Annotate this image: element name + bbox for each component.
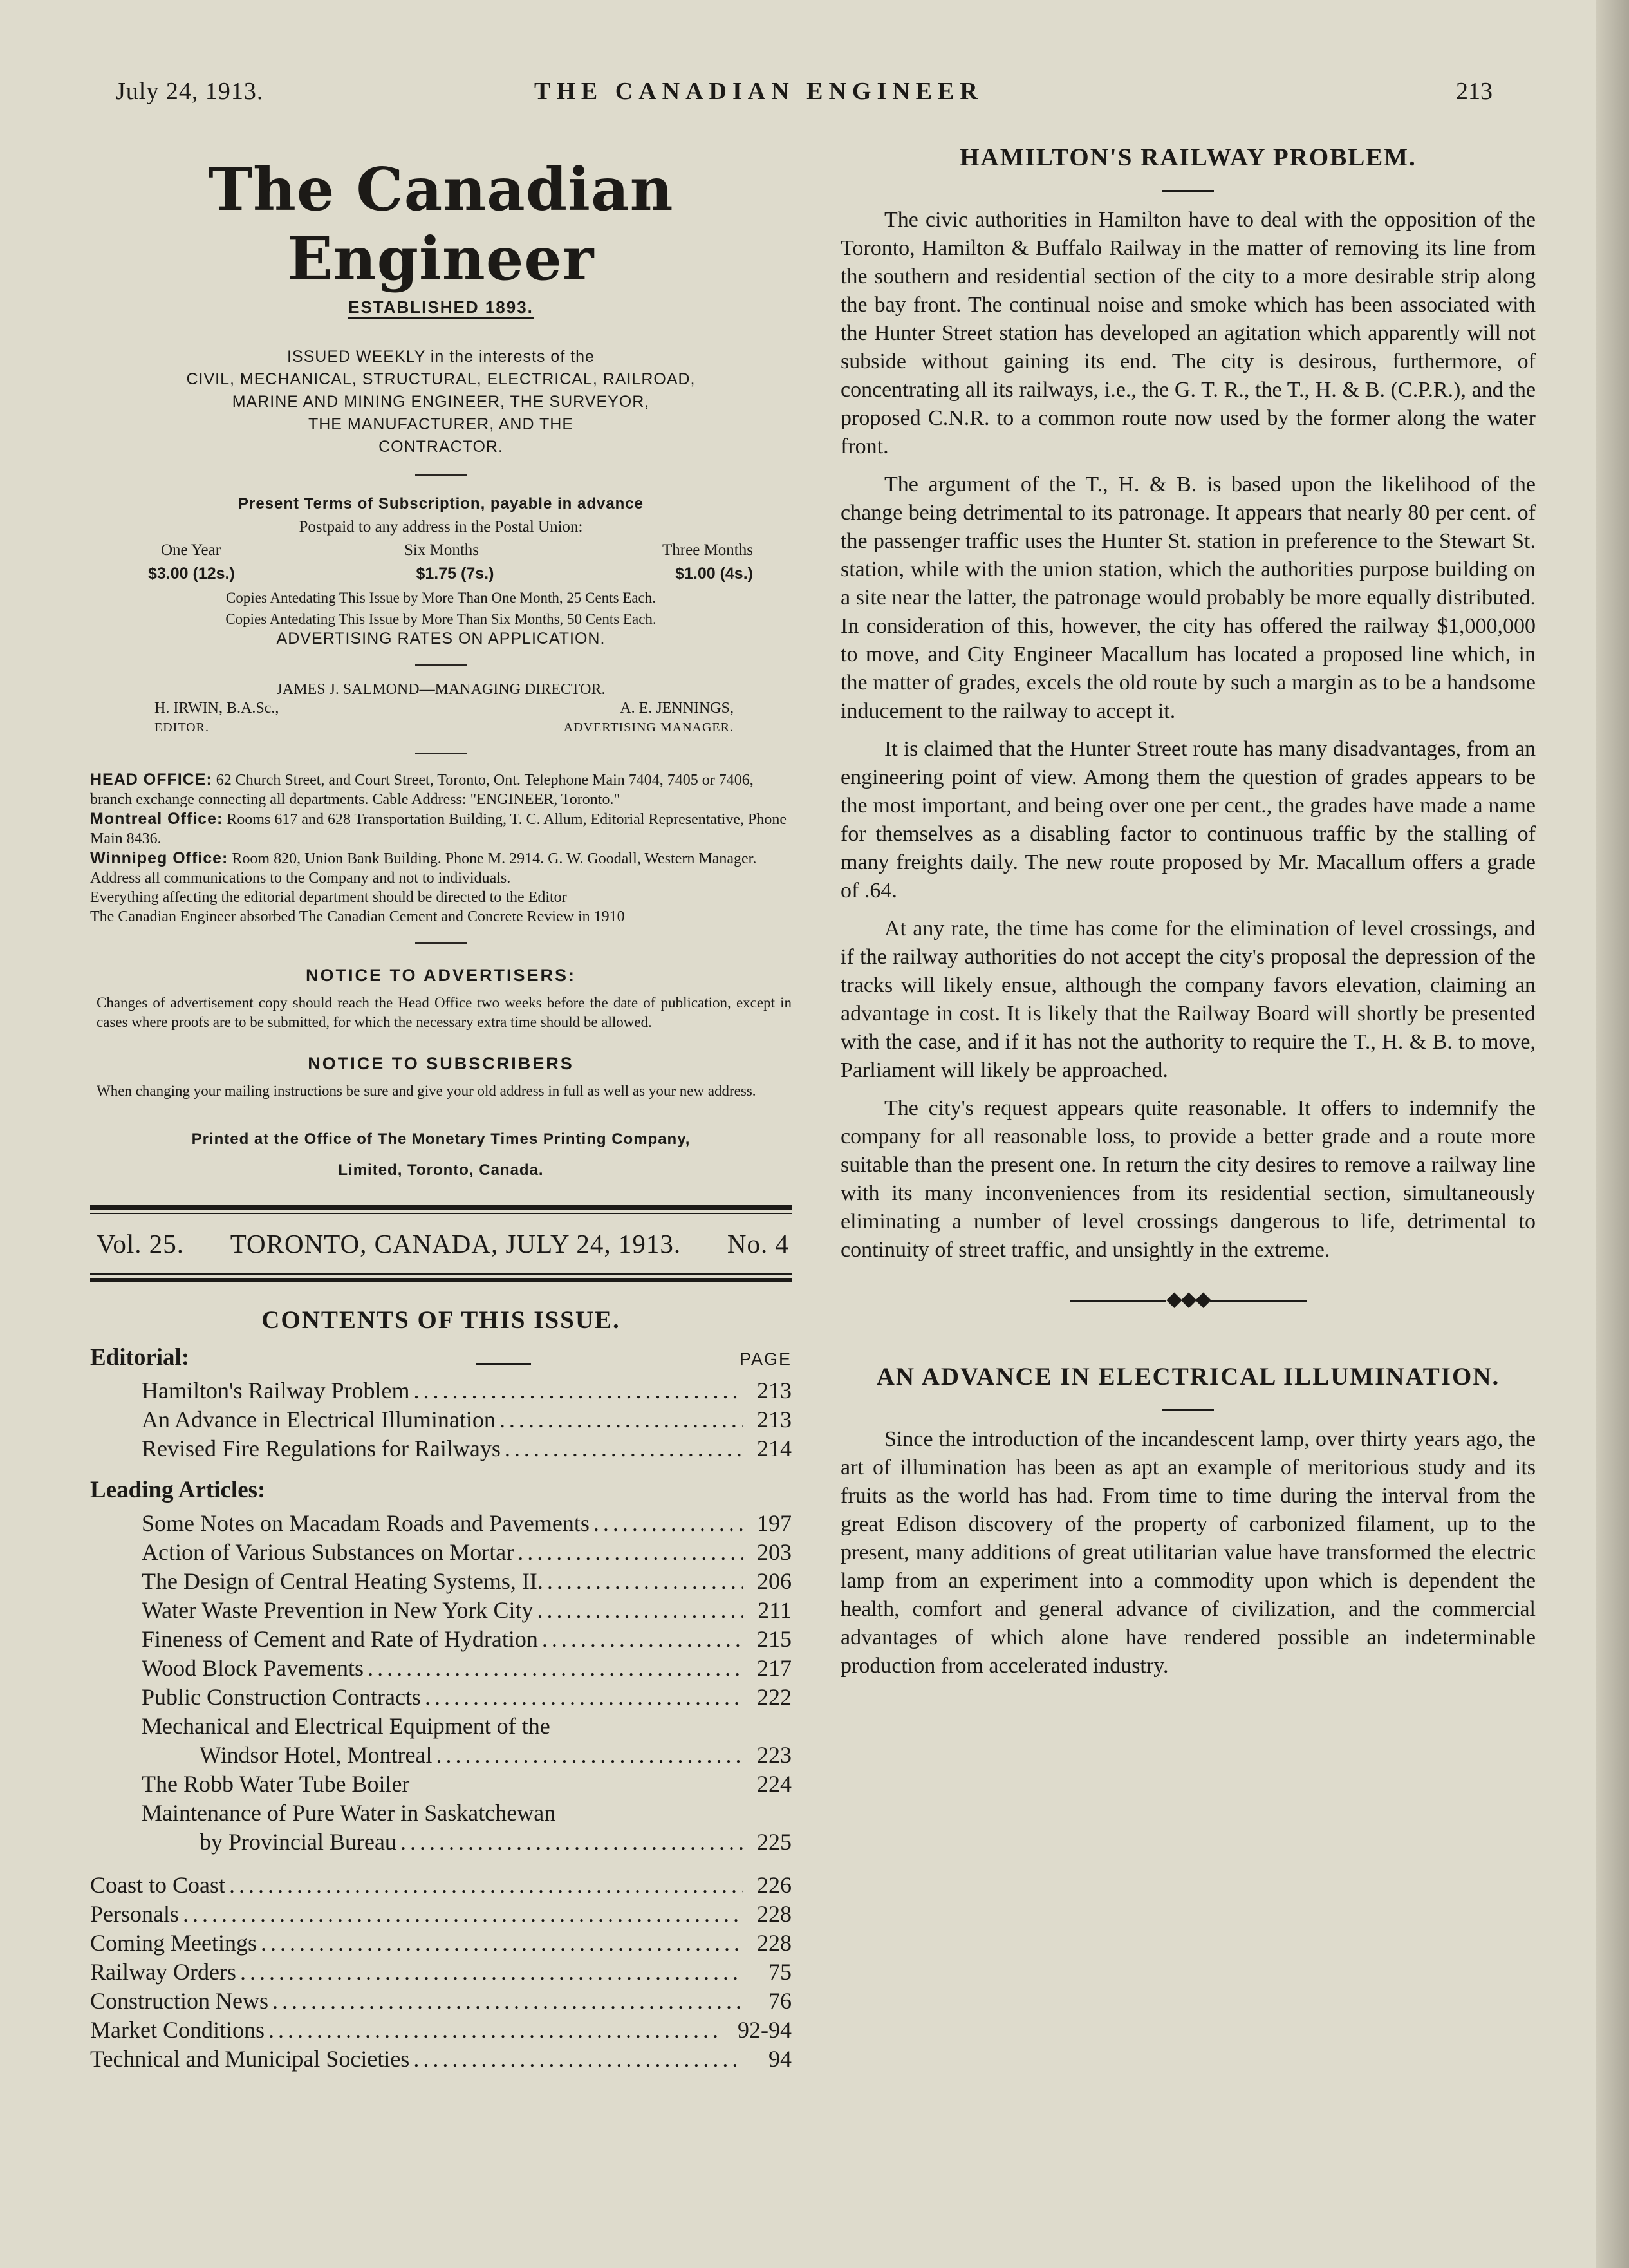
toc-entry[interactable]: An Advance in Electrical Illumination ..... 213: [90, 1405, 792, 1434]
divider: [415, 753, 467, 754]
article-paragraph: The city's request appears quite reasonable. It offers to indemnify the company for all reasonable loss, to provide a better grade and a route more suitable than the present one. In return the city desires to remove a railway line with its many inconveniences from its residential section, simultaneously eliminating a number of level crossings dangerous to life, detrimental to continuity of street traffic, and unsightly in the extreme.: [841, 1096, 1536, 1262]
journal-title: THE CANADIAN ENGINEER: [534, 78, 983, 105]
running-head: [0, 77, 1596, 116]
volume-place-date: TORONTO, CANADA, JULY 24, 1913.: [230, 1229, 682, 1259]
contents-heading: CONTENTS OF THIS ISSUE.: [261, 1306, 620, 1334]
toc-entry[interactable]: Public Construction Contracts ..... 222: [90, 1683, 792, 1712]
articles-column: [841, 143, 1536, 1690]
section-ornament: ◆◆◆: [841, 1286, 1536, 1311]
article-paragraph: At any rate, the time has come for the elimination of level crossings, and if the railway authorities do not accept the city's proposal the depression of the tracks will likely ensue, although the company favors elevation, claiming an advantage in cost. It is likely that the Railway Board will shortly be presented with the case, and if it has not the authority to require the T., H. & B. to move, Parliament will likely be approached.: [841, 917, 1536, 1082]
terms-labels: One Year Six Months Three Months: [161, 541, 753, 559]
toc-entry[interactable]: Hamilton's Railway Problem ..... 213: [90, 1376, 792, 1405]
article-paragraph: The argument of the T., H. & B. is based upon the likelihood of the change being detrimental to its patronage. It appears that nearly 80 per cent. of the passenger traffic uses the Hunter St. station in preference to the Stewart St. station, while with the union station, which the authorities purpose building on a site near the latter, the patronage would probably be more equally distributed. In consideration of this, however, the city has offered the railway $1,000,000 to move, and City Engineer Macallum has located a proposed line which, in the matter of grades, excels the old route by such a margin as to be a handsome inducement to the railway to accept it.: [841, 473, 1536, 723]
ad-rates-line: ADVERTISING RATES ON APPLICATION.: [276, 630, 606, 648]
divider: [415, 474, 467, 476]
postpaid-line: Postpaid to any address in the Postal Union:: [299, 518, 583, 536]
leading-list: [90, 1509, 792, 1712]
toc-entry-robb[interactable]: The Robb Water Tube Boiler 224: [142, 1771, 792, 1797]
divider: [415, 664, 467, 666]
issue-date: July 24, 1913.: [116, 78, 264, 105]
offices-block: HEAD OFFICE: 62 Church Street, and Court Street, Toronto, Ont. Telephone Main 7404, 7405 or 7406, branch exchange connecting all departments. Cable Address: "ENGINEER, Toronto." Montreal Office: Rooms 617 and 628 Transportation Building, T. C. Allum, Editorial Representative, Phone Main 8436. Winnipeg Office: Room 820, Union Bank Building. Phone M. 2914. G. W. Goodall, Western Manager. Address all communications to the Company and not to individuals. Everything affecting the editorial department should be directed to the Editor The Canadian Engineer absorbed The Canadian Cement and Concrete Review in 1910: [90, 771, 787, 925]
printer-imprint: Printed at the Office of The Monetary Times Printing Company, Limited, Toronto, Canada.: [191, 1130, 691, 1179]
toc-entry[interactable]: Fineness of Cement and Rate of Hydration ..... 215: [90, 1625, 792, 1654]
established-line: ESTABLISHED 1893.: [90, 297, 792, 317]
toc-entry[interactable]: Personals ..... 228: [90, 1900, 792, 1929]
page-edge: [1596, 0, 1629, 2268]
heavy-rule: [90, 1278, 792, 1282]
toc-entry[interactable]: Water Waste Prevention in New York City ..... 211: [90, 1596, 792, 1625]
divider: [1162, 1409, 1214, 1411]
page-number: 213: [1456, 78, 1493, 105]
back-issue-prices: Copies Antedating This Issue by More Than One Month, 25 Cents Each. Copies Antedating This Issue by More Than Six Months, 50 Cents Each.: [225, 590, 656, 627]
editorial-section-head: Editorial: PAGE: [90, 1344, 792, 1371]
issued-statement: ISSUED WEEKLY in the interests of the CIVIL, MECHANICAL, STRUCTURAL, ELECTRICAL, RAILROAD, MARINE AND MINING ENGINEER, THE SURVEYOR, THE MANUFACTURER, AND THE CONTRACTOR.: [186, 348, 696, 456]
notice-subscribers-text: When changing your mailing instructions be sure and give your old address in full as well as your new address.: [97, 1083, 756, 1099]
notice-subscribers-heading: NOTICE TO SUBSCRIBERS: [308, 1054, 574, 1073]
toc-entry[interactable]: Action of Various Substances on Mortar ..... 203: [90, 1538, 792, 1567]
editorial-list: [90, 1376, 792, 1463]
divider: [1162, 190, 1214, 192]
notice-advertisers-heading: NOTICE TO ADVERTISERS:: [305, 966, 577, 985]
heavy-rule: [90, 1205, 792, 1210]
staff-block: JAMES J. SALMOND—MANAGING DIRECTOR. H. IRWIN, B.A.Sc., A. E. JENNINGS, EDITOR. ADVERTISING MANAGER.: [154, 681, 734, 735]
leading-section-head: Leading Articles:: [90, 1477, 266, 1503]
toc-entry[interactable]: Market Conditions ..... 92-94: [90, 2016, 792, 2045]
terms-prices: $3.00 (12s.) $1.75 (7s.) $1.00 (4s.): [148, 565, 753, 583]
toc-entry[interactable]: Revised Fire Regulations for Railways ..... 214: [90, 1434, 792, 1463]
departments-list: [90, 1871, 792, 2074]
article-heading-railway: HAMILTON'S RAILWAY PROBLEM.: [960, 144, 1417, 171]
toc-entry[interactable]: Technical and Municipal Societies ..... 94: [90, 2045, 792, 2074]
article-paragraph: The civic authorities in Hamilton have to deal with the opposition of the Toronto, Hamilton & Buffalo Railway in the matter of removing its line from the southern and residential section of the city to a more desirable strip along the bay front. The continual noise and smoke which has been associated with the Hunter Street station has developed an agitation which apparently will not subside without gaining its end. The city is desirous, furthermore, of concentrating all its railways, i.e., the G. T. R., the T., H. & B. (C.P.R.), and the proposed C.N.R. to a common route now used by the former along the water front.: [841, 208, 1536, 458]
toc-entry[interactable]: Railway Orders ..... 75: [90, 1958, 792, 1987]
article-paragraph: Since the introduction of the incandescent lamp, over thirty years ago, the art of illumination has been as apt an example of meritorious study and its fruits as the world has had. From time to time during the interval from the great Edison discovery of the property of carbonized filament, up to the present, many additions of great utilitarian value have transformed the electric lamp from an experiment into a commodity upon which is dependent the health, comfort and general advance of civilization, and the commercial advantages of which alone have rendered possible an indeterminable production from accelerated industry.: [841, 1427, 1536, 1678]
masthead-column: [90, 148, 792, 2074]
toc-entry-windsor[interactable]: Mechanical and Electrical Equipment of the Windsor Hotel, Montreal ..... 223: [90, 1712, 792, 1770]
article-heading-illumination: AN ADVANCE IN ELECTRICAL ILLUMINATION.: [876, 1363, 1500, 1391]
article-paragraph: It is claimed that the Hunter Street route has many disadvantages, from an engineering point of view. Among them the question of grades appears to be the most important, and being over one per cent., the grades have made a name for themselves as a disabling factor to continuous traffic by the stalling of many freights daily. The new route proposed by Mr. Macallum offers a grade of .64.: [841, 737, 1536, 903]
masthead-title: The Canadian Engineer: [208, 155, 674, 294]
volume-number: Vol. 25.: [97, 1229, 184, 1259]
issue-number: No. 4: [727, 1229, 789, 1259]
toc-entry[interactable]: Coast to Coast ..... 226: [90, 1871, 792, 1900]
toc-entry[interactable]: Coming Meetings ..... 228: [90, 1929, 792, 1958]
terms-heading: Present Terms of Subscription, payable in advance: [237, 495, 644, 512]
volume-line: [90, 1214, 792, 1273]
thin-rule: [90, 1273, 792, 1275]
toc-entry[interactable]: Wood Block Pavements ..... 217: [90, 1654, 792, 1683]
toc-entry[interactable]: Some Notes on Macadam Roads and Pavements ..... 197: [90, 1509, 792, 1538]
toc-entry[interactable]: Construction News ..... 76: [90, 1987, 792, 2016]
divider: [415, 942, 467, 944]
toc-entry[interactable]: The Design of Central Heating Systems, II. ..... 206: [90, 1567, 792, 1596]
toc-entry-pure-water[interactable]: Maintenance of Pure Water in Saskatchewan by Provincial Bureau ..... 225: [90, 1799, 792, 1857]
notice-advertisers-text: Changes of advertisement copy should reach the Head Office two weeks before the date of publication, except in cases where proofs are to be submitted, for which the necessary extra time should be allowed.: [97, 995, 792, 1030]
